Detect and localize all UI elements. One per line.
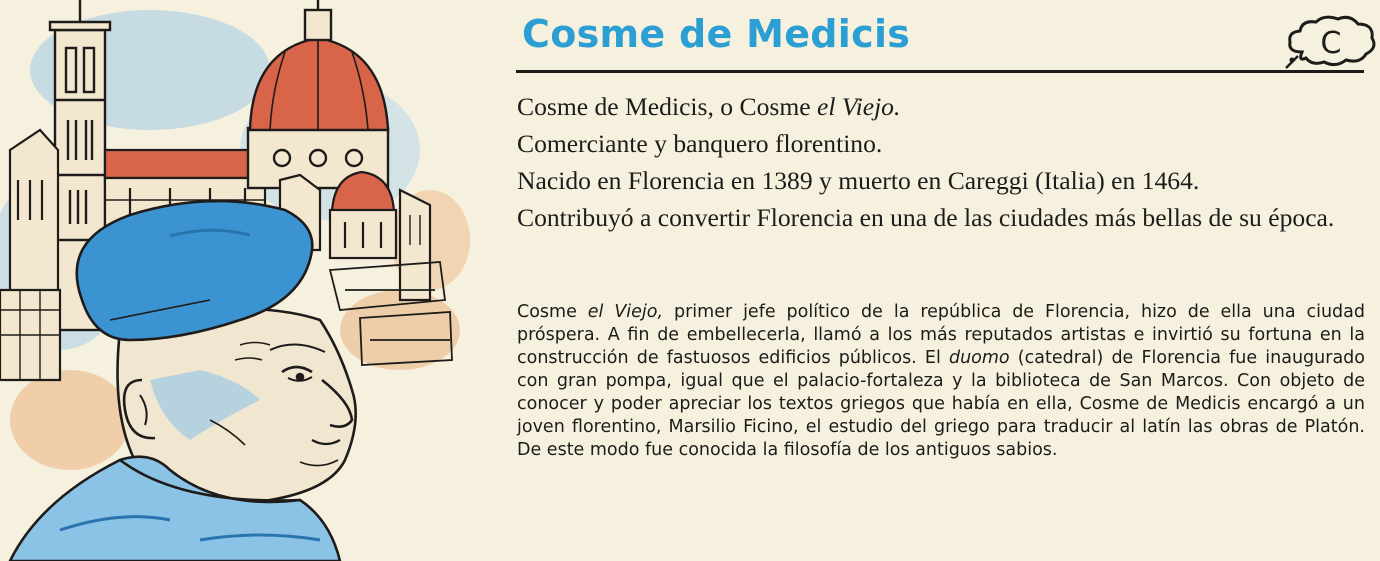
title-divider — [516, 70, 1364, 73]
intro-line-profession: Comerciante y banquero florentino. — [517, 129, 883, 158]
badge-letter: C — [1320, 26, 1342, 61]
cathedral-dome — [248, 0, 388, 188]
intro-line-name: Cosme de Medicis, o Cosme el Viejo. — [517, 92, 901, 121]
cosme-portrait-illustration — [0, 0, 500, 561]
intro-summary — [517, 88, 1365, 236]
letter-cloud-badge — [1284, 12, 1380, 72]
biography-paragraph: Cosme el Viejo, primer jefe político de la república de Florencia, hizo de ella una ciudad próspera. A fin de embellecerla, llamó a los más reputados artistas e invirtió su fortuna en la construcción de fastuosos edificios públicos. El duomo (catedral) de Florencia fue inaugurado con gran pompa, igual que el palacio-fortaleza y la biblioteca de San Marcos. Con objeto de conocer y poder apreciar los textos griegos que había en ella, Cosme de Medicis encargó a un joven florentino, Marsilio Ficino, el estudio del griego para traducir al latín las obras de Platón. De este modo fue conocida la filosofía de los antiguos sabios. — [517, 302, 1365, 460]
intro-line-contribution: Contribuyó a convertir Florencia en una de las ciudades más bellas de su época. — [517, 203, 1335, 232]
page-title: Cosme de Medicis — [522, 12, 911, 56]
intro-line-dates: Nacido en Florencia en 1389 y muerto en Careggi (Italia) en 1464. — [517, 166, 1200, 195]
left-buildings — [0, 130, 60, 380]
